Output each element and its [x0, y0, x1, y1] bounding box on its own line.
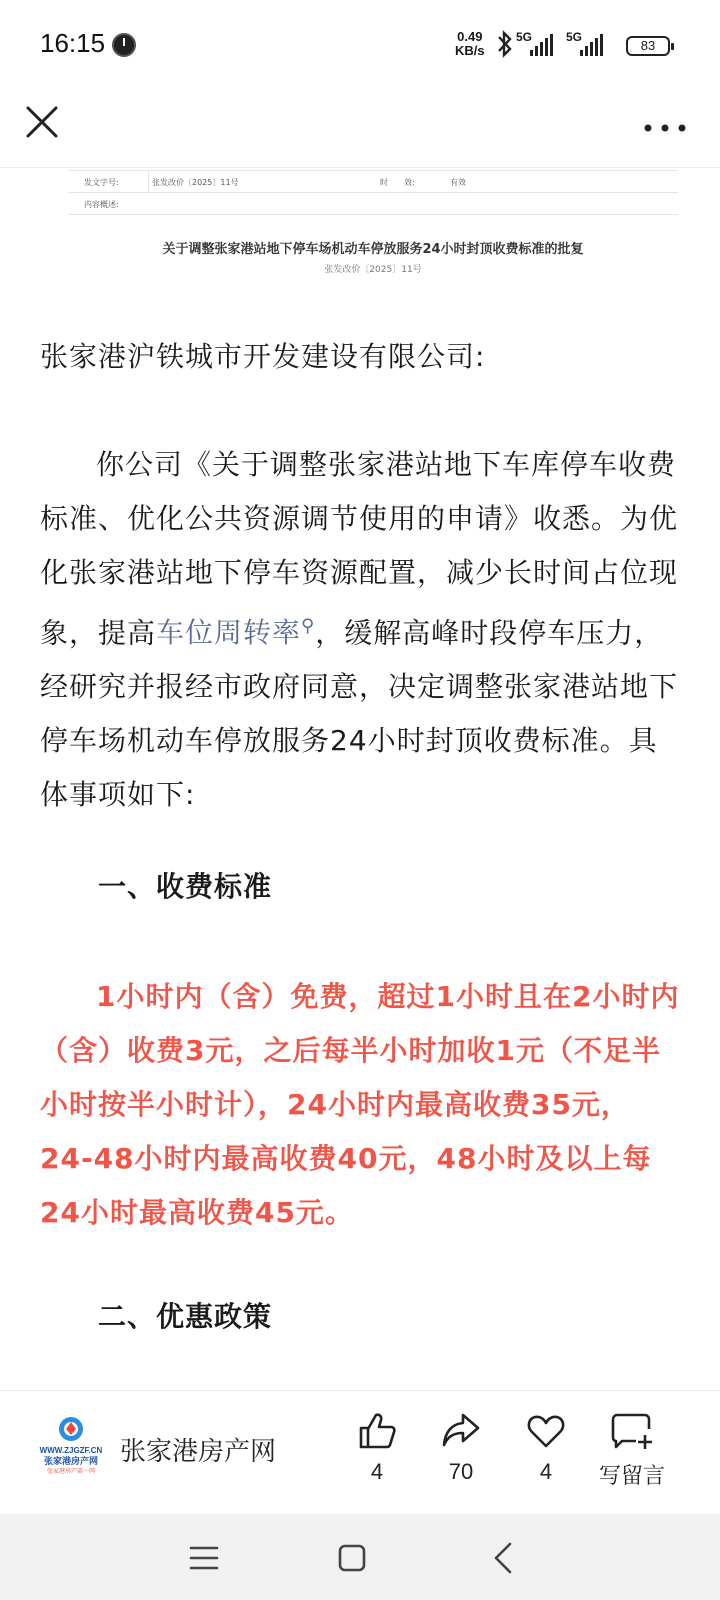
- doc-summary-label: 内容概述:: [84, 200, 119, 209]
- section-heading-fee: 一、收费标准: [98, 870, 273, 903]
- battery-level: 83: [640, 38, 656, 53]
- share-count: 70: [448, 1459, 474, 1484]
- keyword-link-text: 车位周转率: [156, 616, 302, 650]
- account-logo[interactable]: [36, 1413, 106, 1479]
- doc-number-label: 发文字号:: [84, 178, 119, 187]
- fee-standard-text: 1小时内（含）免费，超过1小时且在2小时内（含）收费3元，之后每半小时加收1元（不足半小时按半小时计），24小时内最高收费35元，24-48小时内最高收费40元，48小时及以上每24小时最高收费45元。: [40, 980, 680, 1229]
- logo-name-text: 张家港房产网: [43, 1457, 99, 1467]
- network-speed-value: 0.49: [457, 29, 483, 44]
- bluetooth-icon: [495, 30, 515, 64]
- keyword-search-link[interactable]: [156, 616, 315, 649]
- network-speed-unit: KB/s: [455, 43, 485, 58]
- doc-number-value: 张发改价〔2025〕11号: [152, 178, 239, 187]
- heart-icon: [526, 1411, 566, 1451]
- close-icon: [22, 102, 62, 142]
- clock-icon: [112, 33, 136, 57]
- doc-validity-label: 时 效:: [380, 178, 415, 187]
- search-icon: ⚲: [301, 616, 316, 637]
- system-nav-bar: [0, 1514, 720, 1600]
- sim1-label: 5G: [516, 30, 533, 44]
- doc-row-summary: [68, 193, 678, 215]
- document-info-table: [68, 170, 678, 216]
- document-header-image[interactable]: [68, 170, 678, 280]
- like-button[interactable]: [342, 1411, 412, 1485]
- comment-icon: [610, 1411, 654, 1451]
- salutation: 张家港沪铁城市开发建设有限公司:: [40, 340, 486, 373]
- account-name[interactable]: 张家港房产网: [120, 1437, 277, 1467]
- bottom-action-bar: [0, 1390, 720, 1514]
- favorite-button[interactable]: [511, 1411, 581, 1485]
- paragraph-text-2: ，缓解高峰时段停车压力，经研究并报经市政府同意，决定调整张家港站地下停车场机动车停放服务24小时封顶收费标准。具体事项如下:: [40, 616, 679, 812]
- close-button[interactable]: [22, 102, 62, 142]
- favorite-count: 4: [539, 1459, 553, 1484]
- home-square-icon: [330, 1536, 374, 1580]
- network-speed: [455, 30, 485, 58]
- article-paragraph: [40, 438, 680, 822]
- home-button[interactable]: [330, 1536, 374, 1580]
- status-bar: [0, 0, 720, 92]
- share-button[interactable]: [426, 1411, 496, 1485]
- doc-validity-value: 有效: [450, 178, 466, 187]
- logo-domain-text: WWW.ZJGZF.CN: [39, 1446, 103, 1455]
- status-time: 16:15: [40, 28, 106, 58]
- section-heading-discount: 二、优惠政策: [98, 1300, 273, 1333]
- doc-subtitle: 张发改价〔2025〕11号: [324, 265, 422, 275]
- write-comment-button[interactable]: [590, 1411, 674, 1490]
- share-icon: [441, 1411, 481, 1451]
- battery-icon: [626, 36, 670, 56]
- write-comment-label: 写留言: [598, 1463, 665, 1488]
- back-chevron-icon: [482, 1536, 526, 1580]
- recent-apps-button[interactable]: [182, 1536, 226, 1580]
- more-button[interactable]: [640, 102, 690, 142]
- logo-slogan-text: 张家港房产第一网: [46, 1468, 96, 1475]
- like-count: 4: [370, 1459, 384, 1484]
- more-icon: [640, 102, 690, 142]
- paragraph-text-1: 你公司《关于调整张家港站地下车库停车收费标准、优化公共资源调节使用的申请》收悉。为优化张家港站地下停车资源配置，减少长时间占位现象，提高: [40, 448, 679, 650]
- menu-icon: [182, 1536, 226, 1580]
- signal-sim1-icon: [516, 30, 562, 58]
- doc-row-number: [68, 171, 678, 193]
- back-button[interactable]: [482, 1536, 526, 1580]
- sim2-label: 5G: [566, 30, 583, 44]
- thumbs-up-icon: [357, 1411, 397, 1451]
- signal-sim2-icon: [566, 30, 612, 58]
- doc-title: 关于调整张家港站地下停车场机动车停放服务24小时封顶收费标准的批复: [162, 242, 584, 257]
- top-nav: [0, 92, 720, 168]
